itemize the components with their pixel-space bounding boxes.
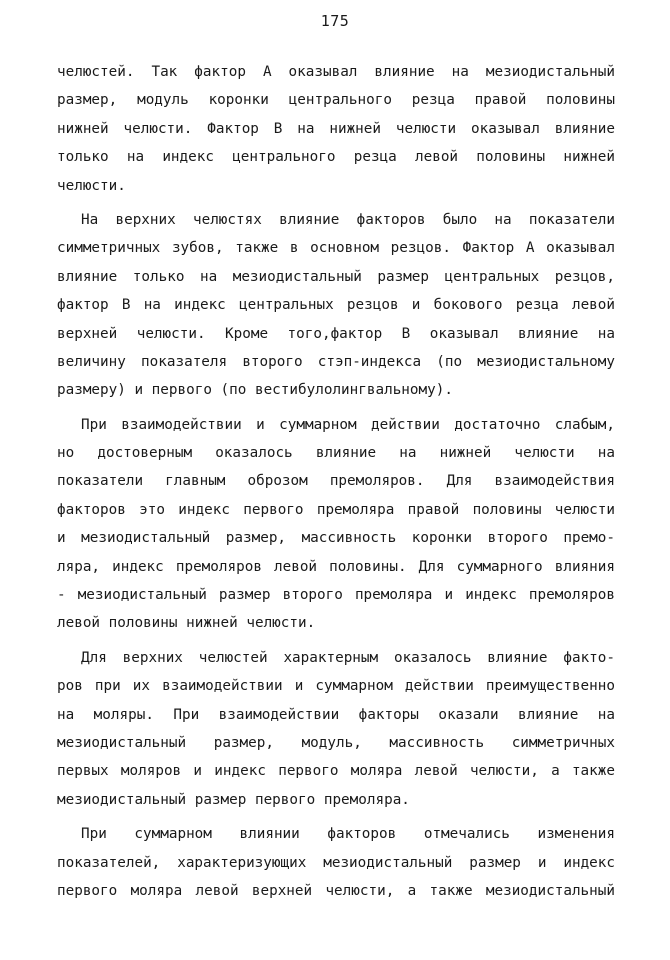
text-line: и мезиодистальный размер, массивность коронки второго премо- — [57, 530, 615, 547]
text-line: ров при их взаимодействии и суммарном действии преимущественно — [57, 678, 615, 695]
text-line: челюстей. Так фактор А оказывал влияние на мезиодистальный — [57, 64, 615, 80]
text-line: показатели главным оброзом премоляров. Для взаимодействия — [57, 473, 615, 490]
text-line: При суммарном влиянии факторов отмечались изменения — [81, 826, 615, 843]
text-line: только на индекс центрального резца левой половины нижней — [57, 149, 615, 166]
text-line: первых моляров и индекс первого моляра левой челюсти, а также — [57, 763, 615, 780]
paragraph — [57, 206, 615, 405]
text-line: ляра, индекс премоляров левой половины. Для суммарного влияния — [57, 558, 615, 575]
paragraph — [57, 644, 615, 814]
text-line: размеру) и первого (по вестибулолингвальному). — [57, 382, 453, 399]
text-line: Для верхних челюстей характерным оказалось влияние факто- — [81, 649, 615, 666]
body-text — [57, 58, 615, 905]
text-line: левой половины нижней челюсти. — [57, 615, 316, 632]
text-line: челюсти. — [57, 177, 126, 194]
paragraph — [57, 58, 615, 200]
text-line: но достоверным оказалось влияние на нижней челюсти на — [57, 445, 615, 462]
text-line: фактор В на индекс центральных резцов и бокового резца левой — [57, 297, 615, 314]
paragraph — [57, 411, 615, 638]
text-line: симметричных зубов, также в основном резцов. Фактор А оказывал — [57, 240, 615, 257]
text-line: на моляры. При взаимодействии факторы оказали влияние на — [57, 706, 615, 723]
text-line: На верхних челюстях влияние факторов было на показатели — [81, 211, 615, 228]
text-line: первого моляра левой верхней челюсти, а также мезиодистальный — [57, 882, 615, 899]
text-line: величину показателя второго стэп-индекса (по мезиодистальному — [57, 353, 615, 370]
text-line: верхней челюсти. Кроме того,фактор В оказывал влияние на — [57, 325, 615, 342]
text-line: размер, модуль коронки центрального резца правой половины — [57, 92, 615, 109]
page-number: 175 — [320, 12, 350, 30]
text-line: мезиодистальный размер, модуль, массивность симметричных — [57, 734, 615, 751]
text-line: При взаимодействии и суммарном действии достаточно слабым, — [81, 416, 615, 433]
paragraph — [57, 820, 615, 905]
text-line: влияние только на мезиодистальный размер центральных резцов, — [57, 268, 615, 285]
text-line: показателей, характеризующих мезиодистальный размер и индекс — [57, 854, 615, 871]
text-line: - мезиодистальный размер второго премоляра и индекс премоляров — [57, 587, 615, 604]
text-line: факторов это индекс первого премоляра правой половины челюсти — [57, 501, 615, 518]
text-line: нижней челюсти. Фактор В на нижней челюсти оказывал влияние — [57, 120, 615, 137]
text-line: мезиодистальный размер первого премоляра. — [57, 791, 410, 808]
